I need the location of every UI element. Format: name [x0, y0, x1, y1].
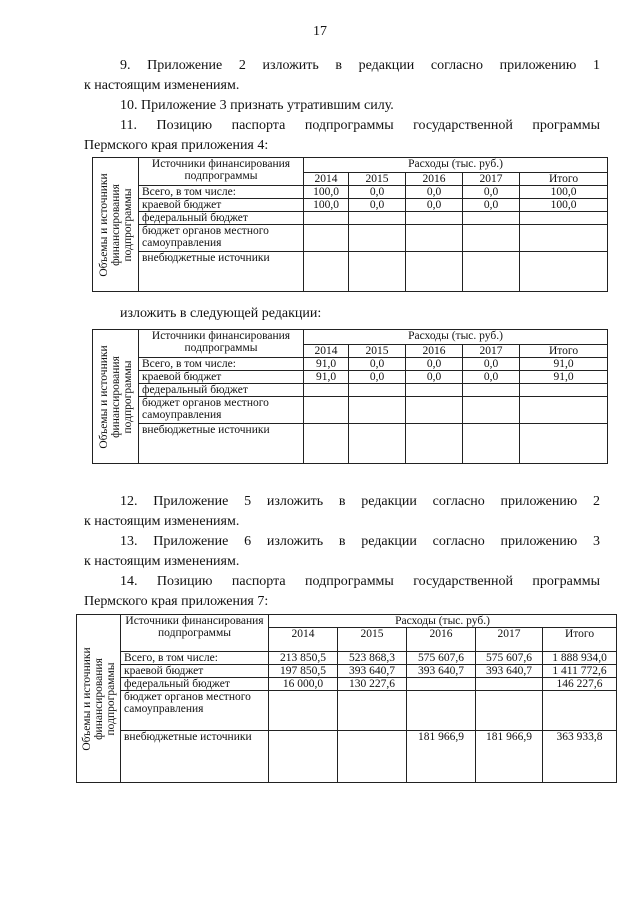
cell-value: 0,0: [406, 371, 463, 384]
cell-value: 100,0: [304, 186, 349, 199]
row-label: внебюджетные источники: [139, 252, 304, 292]
expenses-header: Расходы (тыс. руб.): [304, 330, 608, 345]
cell-value: 197 850,5: [269, 665, 338, 678]
paragraph-12: [84, 492, 600, 532]
paragraph-10-text: 10. Приложение 3 признать утратившим силу.: [120, 98, 394, 113]
paragraph-13: [84, 532, 600, 572]
year-header: 2017: [463, 173, 520, 186]
cell-value: 393 640,7: [476, 665, 543, 678]
cell-value: 130 227,6: [338, 678, 407, 691]
financing-table-appendix-7: [76, 614, 617, 783]
year-header: 2014: [304, 173, 349, 186]
paragraph-14-line-1: 14. Позицию паспорта подпрограммы государственной программы: [120, 574, 600, 589]
cell-value: 0,0: [463, 186, 520, 199]
table-row: [93, 252, 608, 292]
table-row: [93, 212, 608, 225]
total-header: Итого: [520, 345, 608, 358]
cell-value: 1 411 772,6: [543, 665, 617, 678]
cell-value: 575 607,6: [407, 652, 476, 665]
source-header: Источники финансирования подпрограммы: [121, 615, 269, 652]
year-header: 2017: [476, 628, 543, 652]
cell-value: 0,0: [406, 186, 463, 199]
table-row: [77, 652, 617, 665]
cell-value: 181 966,9: [476, 731, 543, 783]
table-row: [93, 358, 608, 371]
table-row: [93, 199, 608, 212]
paragraph-9: [84, 56, 600, 96]
paragraph-13-line-2: к настоящим изменениям.: [84, 554, 240, 569]
cell-value: 0,0: [349, 199, 406, 212]
paragraph-9-line-1: 9. Приложение 2 изложить в редакции согласно приложению 1: [120, 58, 600, 73]
row-label: бюджет органов местного самоуправления: [139, 225, 304, 252]
cell-value: 91,0: [520, 371, 608, 384]
table-row: [93, 397, 608, 424]
total-header: Итого: [543, 628, 617, 652]
cell-value: 0,0: [463, 199, 520, 212]
year-header: 2016: [406, 345, 463, 358]
expenses-header: Расходы (тыс. руб.): [304, 158, 608, 173]
paragraph-11: [84, 116, 600, 156]
row-label: Всего, в том числе:: [139, 186, 304, 199]
cell-value: 523 868,3: [338, 652, 407, 665]
paragraph-10: [84, 96, 600, 116]
table-row: [77, 691, 617, 731]
cell-value: 146 227,6: [543, 678, 617, 691]
cell-value: 1 888 934,0: [543, 652, 617, 665]
row-label: федеральный бюджет: [139, 384, 304, 397]
cell-value: 0,0: [406, 358, 463, 371]
year-header: 2016: [407, 628, 476, 652]
year-header: 2016: [406, 173, 463, 186]
row-label: краевой бюджет: [121, 665, 269, 678]
row-label: бюджет органов местного самоуправления: [139, 397, 304, 424]
year-header: 2017: [463, 345, 520, 358]
table-row: [77, 731, 617, 783]
table-row: [77, 678, 617, 691]
paragraph-14-line-2: Пермского края приложения 7:: [84, 594, 269, 609]
paragraph-12-line-1: 12. Приложение 5 изложить в редакции согласно приложению 2: [120, 494, 600, 509]
row-label: бюджет органов местного самоуправления: [121, 691, 269, 731]
cell-value: 0,0: [463, 371, 520, 384]
cell-value: 363 933,8: [543, 731, 617, 783]
cell-value: 575 607,6: [476, 652, 543, 665]
expenses-header: Расходы (тыс. руб.): [269, 615, 617, 628]
paragraph-14: [84, 572, 600, 612]
paragraph-13-line-1: 13. Приложение 6 изложить в редакции согласно приложению 3: [120, 534, 600, 549]
year-header: 2015: [349, 345, 406, 358]
paragraph-11-line-2: Пермского края приложения 4:: [84, 138, 269, 153]
source-header: Источники финансирования подпрограммы: [139, 330, 304, 358]
financing-table-new: [92, 329, 608, 464]
table-row: [93, 424, 608, 464]
cell-value: 393 640,7: [407, 665, 476, 678]
table-row: [93, 186, 608, 199]
cell-value: 0,0: [463, 358, 520, 371]
cell-value: 91,0: [304, 371, 349, 384]
row-label: Всего, в том числе:: [121, 652, 269, 665]
row-label: краевой бюджет: [139, 199, 304, 212]
cell-value: 100,0: [520, 186, 608, 199]
paragraph-12-line-2: к настоящим изменениям.: [84, 514, 240, 529]
page-number: 17: [313, 24, 327, 39]
year-header: 2015: [338, 628, 407, 652]
cell-value: 16 000,0: [269, 678, 338, 691]
cell-value: 100,0: [304, 199, 349, 212]
row-label: федеральный бюджет: [121, 678, 269, 691]
year-header: 2014: [269, 628, 338, 652]
cell-value: 100,0: [520, 199, 608, 212]
side-label: Объемы и источники финансирования подпрограммы: [93, 330, 139, 464]
row-label: внебюджетные источники: [121, 731, 269, 783]
table-row: [93, 384, 608, 397]
row-label: краевой бюджет: [139, 371, 304, 384]
paragraph-11-line-1: 11. Позицию паспорта подпрограммы государственной программы: [120, 118, 600, 133]
financing-table-old: [92, 157, 608, 292]
cell-value: 393 640,7: [338, 665, 407, 678]
cell-value: 181 966,9: [407, 731, 476, 783]
cell-value: 0,0: [349, 186, 406, 199]
cell-value: 0,0: [349, 371, 406, 384]
paragraph-9-line-2: к настоящим изменениям.: [84, 78, 240, 93]
table-row: [93, 371, 608, 384]
cell-value: 0,0: [406, 199, 463, 212]
table-row: [77, 665, 617, 678]
row-label: Всего, в том числе:: [139, 358, 304, 371]
total-header: Итого: [520, 173, 608, 186]
row-label: внебюджетные источники: [139, 424, 304, 464]
cell-value: 91,0: [520, 358, 608, 371]
source-header: Источники финансирования подпрограммы: [139, 158, 304, 186]
year-header: 2015: [349, 173, 406, 186]
side-label: Объемы и источники финансирования подпрограммы: [93, 158, 139, 292]
cell-value: 0,0: [349, 358, 406, 371]
table-row: [93, 225, 608, 252]
row-label: федеральный бюджет: [139, 212, 304, 225]
side-label: Объемы и источники финансирования подпрограммы: [77, 615, 121, 783]
cell-value: 213 850,5: [269, 652, 338, 665]
replace-note: изложить в следующей редакции:: [120, 306, 322, 321]
year-header: 2014: [304, 345, 349, 358]
cell-value: 91,0: [304, 358, 349, 371]
